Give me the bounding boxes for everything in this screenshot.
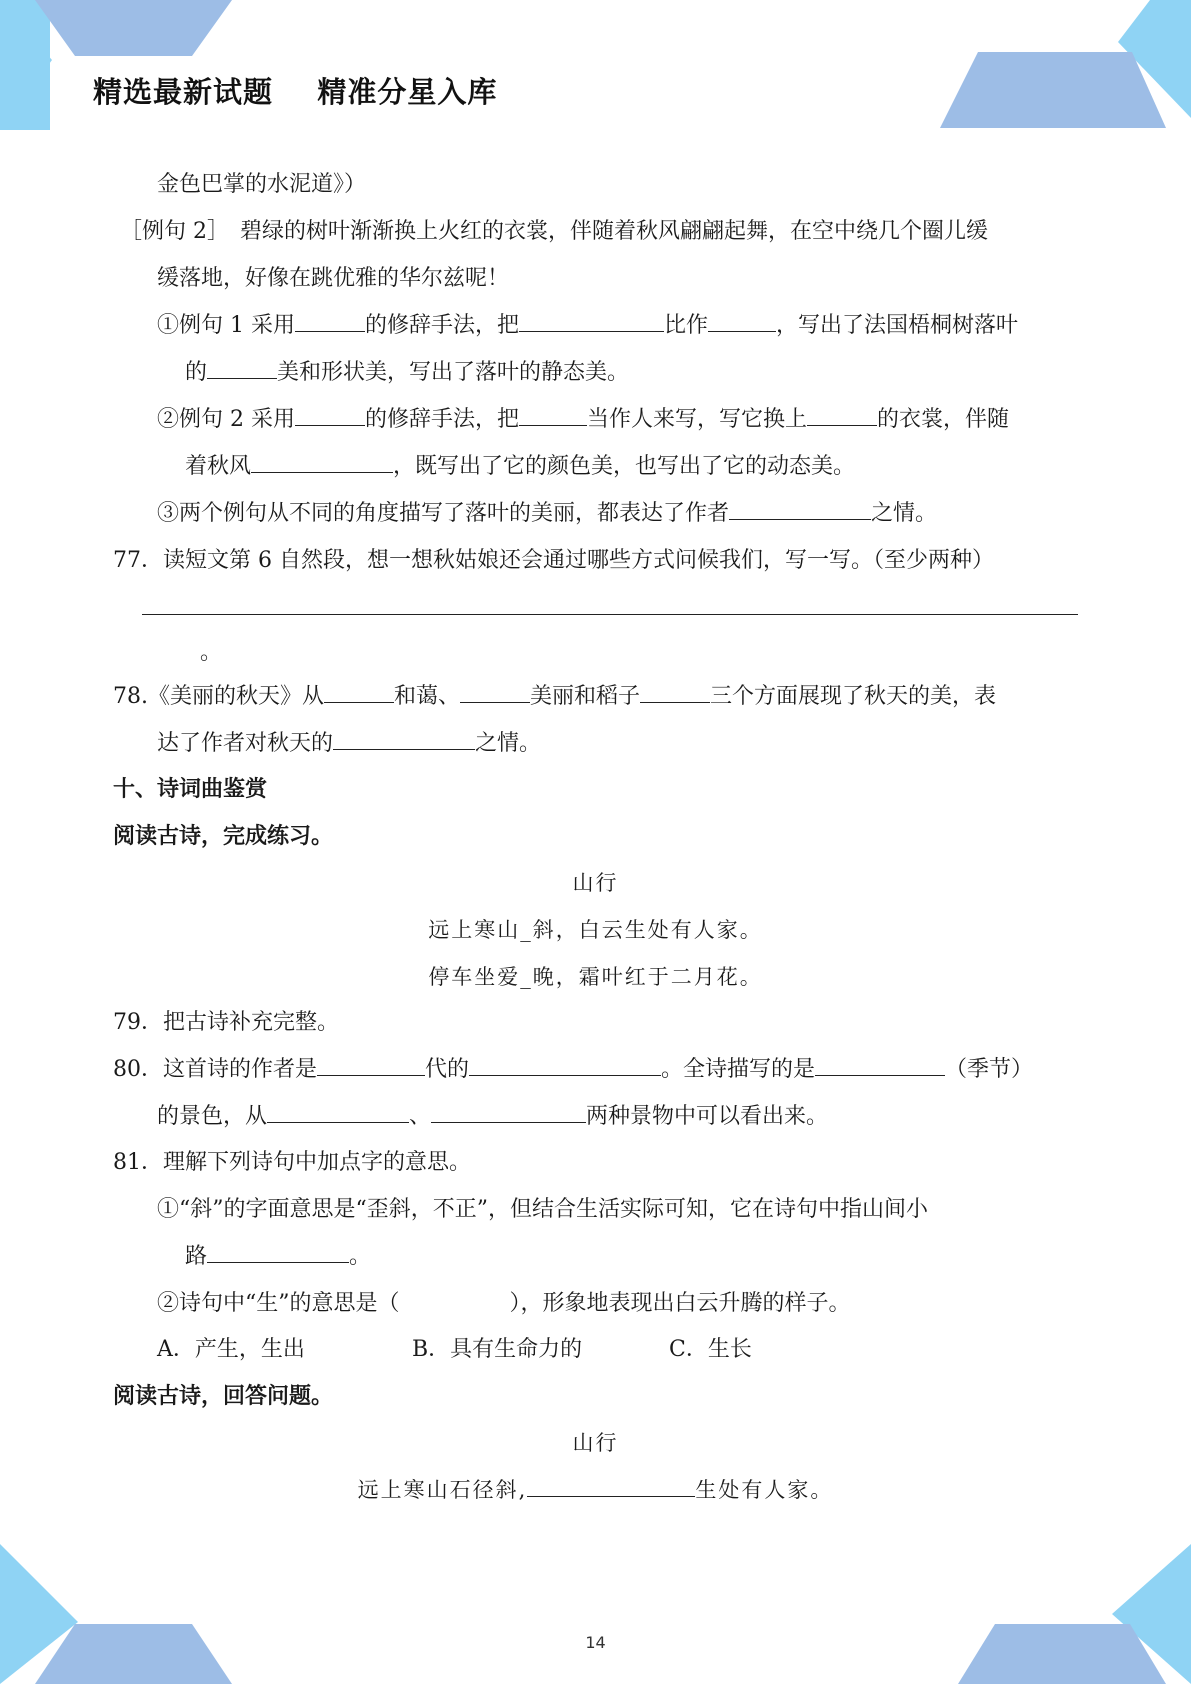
text-segment: ①例句 1 采用 <box>157 313 295 338</box>
top-right-trapezoid <box>940 52 1166 128</box>
question-81-2 <box>157 1289 851 1319</box>
question-79: 79．把古诗补充完整。 <box>113 1010 339 1035</box>
answer-blank[interactable] <box>807 405 877 426</box>
text-segment: 生处有人家。 <box>695 1478 834 1502</box>
text-segment: 路 <box>185 1244 208 1269</box>
text-segment: ），形象地表现出白云升腾的样子。 <box>509 1291 851 1316</box>
text-line: 缓落地，好像在跳优雅的华尔兹呢！ <box>157 266 510 291</box>
text-segment: 78.《美丽的秋天》从 <box>113 684 324 709</box>
text-segment: 的景色，从 <box>157 1104 268 1129</box>
text-segment: 。 <box>349 1244 372 1269</box>
question-80-line-2 <box>157 1102 828 1132</box>
text-segment: 。全诗描写的是 <box>661 1057 816 1082</box>
section-heading: 十、诗词曲鉴赏 <box>113 777 268 802</box>
text-segment: 的 <box>185 360 208 385</box>
text-line: 金色巴掌的水泥道》） <box>157 172 367 197</box>
question-3-line <box>157 499 937 529</box>
page-number: 14 <box>585 1633 606 1652</box>
text-segment: ②诗句中“生”的意思是（ <box>157 1291 400 1316</box>
option-a[interactable]: A．产生，生出 <box>157 1337 305 1362</box>
question-81-1-line-2 <box>185 1242 371 1272</box>
answer-blank[interactable] <box>317 1055 425 1076</box>
poem-title: 山行 <box>572 871 619 895</box>
question-81: 81．理解下列诗句中加点字的意思。 <box>113 1150 471 1175</box>
text-segment: 的修辞手法，把 <box>364 407 519 432</box>
top-left-trapezoid <box>35 0 232 56</box>
text-segment: 的衣裳，伴随 <box>877 407 1010 432</box>
text-segment: 、 <box>409 1104 432 1129</box>
poem-title: 山行 <box>572 1431 619 1455</box>
answer-line[interactable] <box>142 614 1078 615</box>
text-segment: 比作 <box>664 313 709 338</box>
option-c[interactable]: C．生长 <box>669 1337 752 1362</box>
text-segment: 之情。 <box>871 501 938 526</box>
text-segment: ，写出了法国梧桐树落叶 <box>776 313 1019 338</box>
poem-line: 远上寒山_斜，白云生处有人家。 <box>428 918 763 942</box>
answer-blank[interactable] <box>708 311 776 332</box>
text-segment: 远上寒山石径斜, <box>357 1478 528 1502</box>
text-segment: 80．这首诗的作者是 <box>113 1057 317 1082</box>
question-81-1-line-1: ①“斜”的字面意思是“歪斜，不正”，但结合生活实际可知，它在诗句中指山间小 <box>157 1197 928 1222</box>
answer-blank[interactable] <box>207 358 277 379</box>
answer-blank[interactable] <box>251 452 393 473</box>
answer-blank[interactable] <box>295 311 365 332</box>
answer-blank[interactable] <box>527 1476 695 1497</box>
question-78-line-1 <box>113 682 996 712</box>
instruction-heading: 阅读古诗，回答问题。 <box>113 1384 334 1409</box>
text-segment: 当作人来写，写它换上 <box>587 407 808 432</box>
option-b[interactable]: B．具有生命力的 <box>412 1337 583 1362</box>
header-title: 精选最新试题 精准分星入库 <box>93 75 498 109</box>
text-segment: 着秋风 <box>185 454 252 479</box>
answer-blank[interactable] <box>431 1102 586 1123</box>
instruction-heading: 阅读古诗，完成练习。 <box>113 824 334 849</box>
text-segment: ②例句 2 采用 <box>157 407 295 432</box>
answer-blank[interactable] <box>295 405 365 426</box>
answer-blank[interactable] <box>519 311 664 332</box>
answer-blank[interactable] <box>267 1102 409 1123</box>
answer-blank[interactable] <box>333 729 475 750</box>
question-80-line-1 <box>113 1055 1033 1085</box>
example-2-line: ［例句 2］ 碧绿的树叶渐渐换上火红的衣裳，伴随着秋风翩翩起舞，在空中绕几个圈儿缓 <box>120 219 988 244</box>
question-1-line-1 <box>157 311 1018 341</box>
corner-decoration-bottom <box>0 1544 1191 1684</box>
poem-line <box>0 1475 1191 1505</box>
answer-blank[interactable] <box>469 1055 661 1076</box>
answer-blank[interactable] <box>324 682 394 703</box>
text-segment: 美丽和稻子 <box>530 684 641 709</box>
text-segment: ，既写出了它的颜色美，也写出了它的动态美。 <box>393 454 856 479</box>
text-segment: （季节） <box>945 1057 1034 1082</box>
answer-blank[interactable] <box>207 1242 349 1263</box>
text-segment: 代的 <box>425 1057 470 1082</box>
text-segment: ③两个例句从不同的角度描写了落叶的美丽，都表达了作者 <box>157 501 730 526</box>
poem-line: 停车坐爱_晚，霜叶红于二月花。 <box>428 965 763 989</box>
choice-options <box>157 1335 752 1365</box>
question-2-line-2 <box>185 452 855 482</box>
question-2-line-1 <box>157 405 1009 435</box>
answer-blank[interactable] <box>640 682 710 703</box>
text-line: 。 <box>200 640 223 665</box>
answer-blank[interactable] <box>460 682 530 703</box>
text-segment: 之情。 <box>475 731 542 756</box>
question-78-line-2 <box>157 729 541 759</box>
answer-blank[interactable] <box>815 1055 945 1076</box>
text-segment: 的修辞手法，把 <box>364 313 519 338</box>
text-segment: 两种景物中可以看出来。 <box>586 1104 829 1129</box>
answer-blank[interactable] <box>519 405 587 426</box>
text-segment: 达了作者对秋天的 <box>157 731 334 756</box>
answer-blank[interactable] <box>729 499 871 520</box>
text-segment: 美和形状美，写出了落叶的静态美。 <box>277 360 630 385</box>
text-segment: 和蔼、 <box>394 684 461 709</box>
question-1-line-2 <box>185 358 629 388</box>
text-segment: 三个方面展现了秋天的美，表 <box>710 684 997 709</box>
question-77: 77．读短文第 6 自然段，想一想秋姑娘还会通过哪些方式问候我们，写一写。（至少两种） <box>113 548 994 573</box>
